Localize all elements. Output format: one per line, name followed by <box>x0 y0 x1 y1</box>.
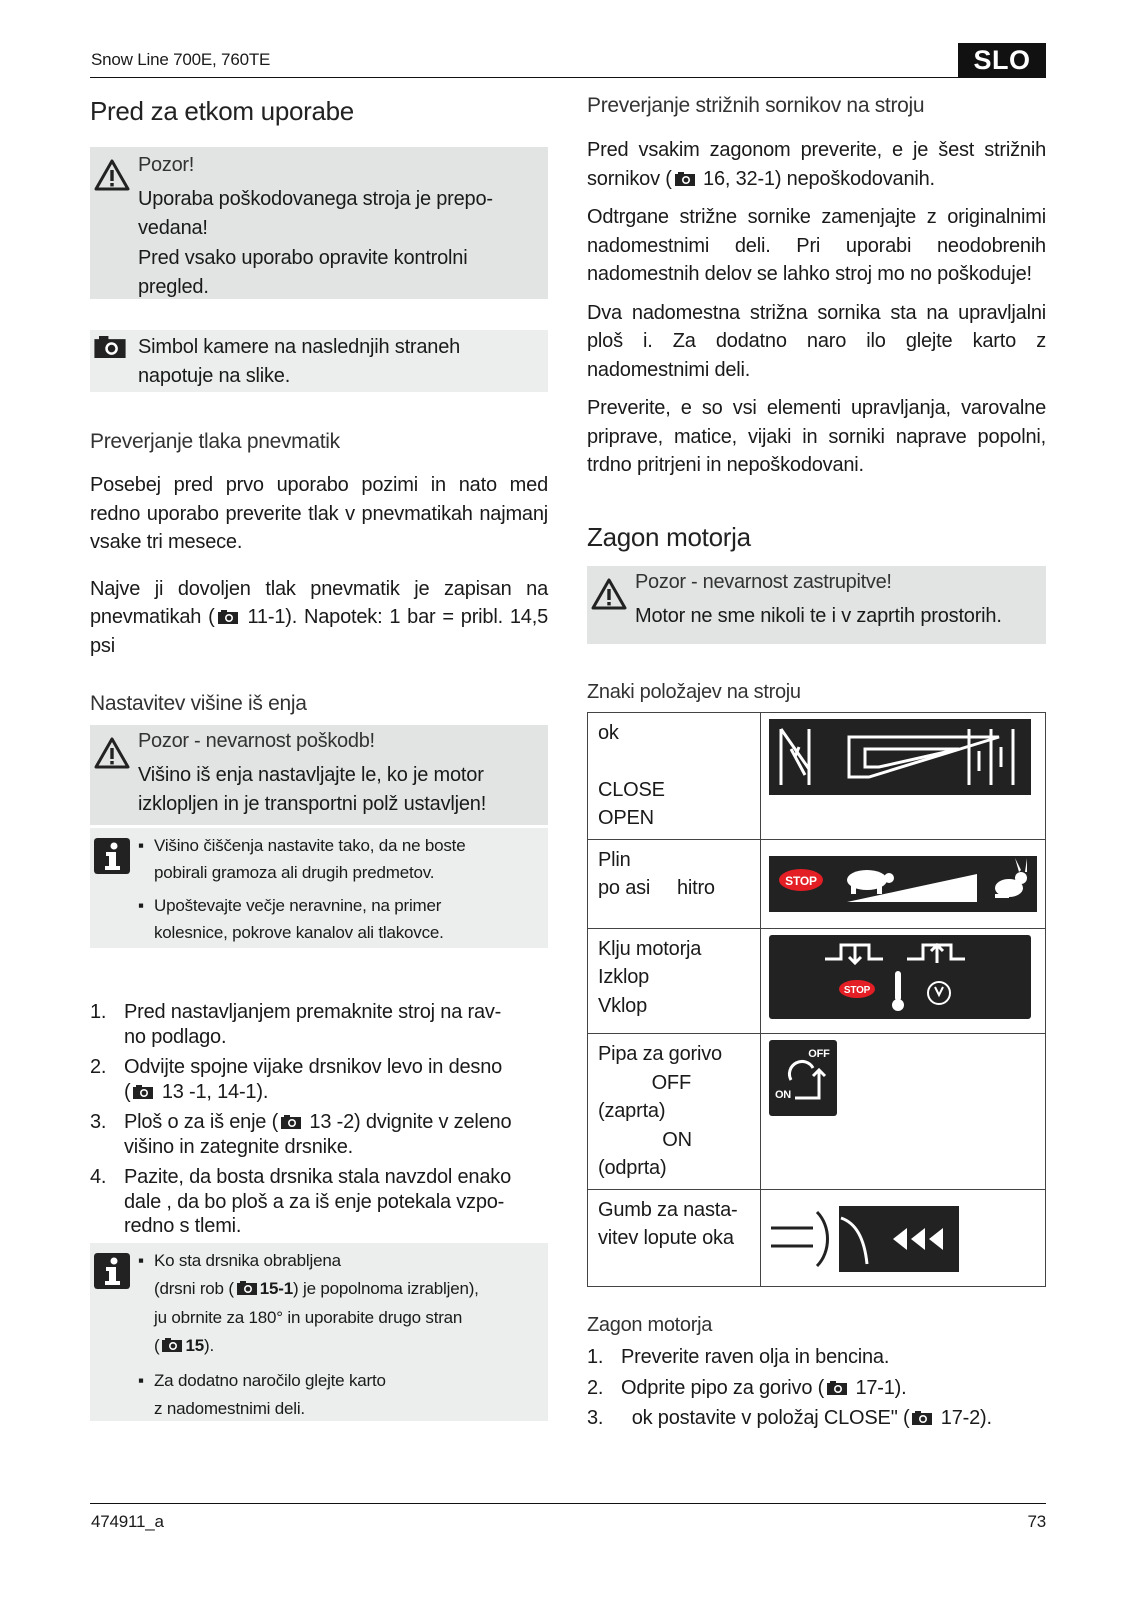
table-cell <box>761 1034 1046 1190</box>
table-row <box>588 928 1046 1034</box>
left-column <box>90 92 548 1421</box>
svg-text:STOP: STOP <box>843 984 871 996</box>
warning-text: Uporaba poškodovanega stroja je prepo- vedana! <box>138 188 493 239</box>
engine-start-steps <box>587 1342 1046 1434</box>
table-cell <box>761 928 1046 1034</box>
list-item: 2. Odprite pipo za gorivo ( 17-1). <box>587 1376 907 1399</box>
section-title-position-symbols: Znaki položajev na stroju <box>587 680 801 703</box>
warning-triangle-icon <box>591 578 627 610</box>
camera-icon <box>237 1281 257 1295</box>
warning-box-damaged-machine <box>90 147 548 299</box>
document-id: 474911_a <box>91 1512 164 1531</box>
table-cell: Klju motorja Izklop Vklop <box>588 928 761 1034</box>
section-title-before-use: Pred za etkom uporabe <box>90 96 354 126</box>
right-column <box>587 92 1046 1434</box>
table-cell <box>761 712 1046 839</box>
camera-icon <box>162 1338 182 1352</box>
camera-icon <box>92 336 128 358</box>
warning-text: Motor ne sme nikoli te i v zaprtih prostorih. <box>635 604 1002 627</box>
shear-pins-paragraph-3: Dva nadomestna strižna sornika sta na upravljalni ploš i. Za dodatno naro ilo glejte karto z nadomestnimi deli. <box>587 301 1046 381</box>
table-row <box>588 839 1046 928</box>
warning-box-poisoning <box>587 566 1046 644</box>
info-icon <box>94 1253 130 1289</box>
info-list <box>138 1247 540 1424</box>
shear-pins-paragraph-4: Preverite, e so vsi elementi upravljanja, varovalne priprave, matice, vijaki in sorniki naprave popolni, trdno pritrjeni in nepoškodovani. <box>587 397 1046 476</box>
cleaning-height-steps <box>90 1000 548 1239</box>
table-cell: ok CLOSE OPEN <box>588 712 761 839</box>
warning-box-injury <box>90 725 548 825</box>
list-item: 4. Pazite, da bosta drsnika stala navzdol enako dale , da bo ploš a za iš enje potekala vzpo- redno s tlemi. <box>90 1166 512 1237</box>
camera-icon <box>675 172 695 186</box>
list-item: 3. Ploš o za iš enje ( 13 -2) dvignite v zeleno višino in zategnite drsnike. <box>90 1111 512 1158</box>
on-label: ON <box>774 1089 792 1101</box>
document-title: Snow Line 700E, 760TE <box>91 50 271 69</box>
warning-triangle-icon <box>94 737 130 769</box>
warning-text-2: Pred vsako uporabo opravite kontrolni pregled. <box>138 247 468 298</box>
tire-pressure-paragraph-1: Posebej pred prvo uporabo pozimi in nato med redno uporabo preverite tlak v pnevmatikah najmanj vsake tri mesece. <box>90 474 548 553</box>
throttle-symbol-icon <box>769 856 1037 912</box>
camera-icon <box>133 1085 153 1099</box>
table-row <box>588 712 1046 839</box>
list-item: 1. Preverite raven olja in bencina. <box>587 1346 890 1368</box>
stop-label: STOP <box>785 873 817 888</box>
info-icon <box>94 838 130 874</box>
warning-title: Pozor! <box>138 154 195 176</box>
language-badge: SLO <box>958 43 1046 78</box>
section-title-engine-start: Zagon motorja <box>587 521 751 552</box>
footer-divider <box>90 1503 1046 1504</box>
camera-icon <box>912 1411 932 1425</box>
section-title-tire-pressure: Preverjanje tlaka pnevmatik <box>90 430 340 453</box>
table-cell: Gumb za nasta- vitev lopute oka <box>588 1189 761 1287</box>
list-item: ▪ Upoštevajte večje neravnine, na primer kolesnice, pokrove kanalov ali tlakovce. <box>138 892 540 946</box>
table-cell: Pipa za gorivo OFF (zaprta) ON (odprta) <box>588 1034 761 1190</box>
warning-title: Pozor - nevarnost zastrupitve! <box>635 570 892 593</box>
choke-symbol-icon <box>769 719 1031 795</box>
table-cell <box>761 839 1046 928</box>
warning-triangle-icon <box>94 159 130 191</box>
section-title-shear-pins: Preverjanje strižnih sornikov na stroju <box>587 94 925 117</box>
fuel-tap-symbol-icon <box>769 1040 837 1116</box>
list-item: 3. ok postavite v položaj CLOSE" ( 17-2). <box>587 1407 992 1429</box>
tire-pressure-paragraph-2: Najve ji dovoljen tlak pnevmatik je zapisan na pnevmatikah ( 11-1). Napotek: 1 bar = pribl. 14,5 psi <box>90 577 548 657</box>
warning-title: Pozor - nevarnost poškodb! <box>138 730 375 752</box>
list-item: ▪ Ko sta drsnika obrabljena (drsni rob ( 15-1) je popolnoma izrabljen), ju obrnite za 180° in uporabite drugo stran ( 15). <box>138 1247 540 1361</box>
list-item: 1. Pred nastavljanjem premaknite stroj na rav- no podlago. <box>90 1001 502 1048</box>
page-number: 73 <box>1027 1512 1046 1531</box>
header-divider <box>90 77 1046 78</box>
camera-icon <box>218 610 238 624</box>
info-list <box>138 832 540 946</box>
section-title-engine-start-steps: Zagon motorja <box>587 1314 713 1336</box>
info-box-cleaning-height <box>90 828 548 948</box>
list-item: ▪ Za dodatno naročilo glejte karto z nadomestnimi deli. <box>138 1367 540 1424</box>
list-item: 2. Odvijte spojne vijake drsnikov levo in desno ( 13 -1, 14-1). <box>90 1056 503 1103</box>
table-row <box>588 1189 1046 1287</box>
list-item: ▪ Višino čiščenja nastavite tako, da ne boste pobirali gramoza ali drugih predmetov. <box>138 832 540 886</box>
shear-pins-paragraph-2: Odtrgane strižne sornike zamenjajte z originalnimi nadomestnimi deli. Pri uporabi neodobrenih nadomestnih delov se lahko stroj mo no poškoduje! <box>587 206 1046 285</box>
camera-note-box: Simbol kamere na naslednjih straneh napotuje na slike. <box>90 330 548 392</box>
camera-icon <box>827 1381 847 1395</box>
table-cell: Plin po asi hitro <box>588 839 761 928</box>
camera-icon <box>281 1115 301 1129</box>
table-cell <box>761 1189 1046 1287</box>
table-row <box>588 1034 1046 1190</box>
chute-flap-symbol-icon <box>769 1206 959 1272</box>
engine-key-symbol-icon <box>769 935 1031 1019</box>
warning-text: Višino iš enja nastavljajte le, ko je motor izklopljen in je transportni polž ustavljen! <box>138 764 487 815</box>
section-title-cleaning-height: Nastavitev višine iš enja <box>90 692 307 715</box>
off-label: OFF <box>808 1048 830 1060</box>
info-box-skids <box>90 1243 548 1421</box>
shear-pins-paragraph-1: Pred vsakim zagonom preverite, e je šest strižnih sornikov ( 16, 32-1) nepoškodovanih. <box>587 139 1046 190</box>
symbol-table <box>587 712 1046 1288</box>
